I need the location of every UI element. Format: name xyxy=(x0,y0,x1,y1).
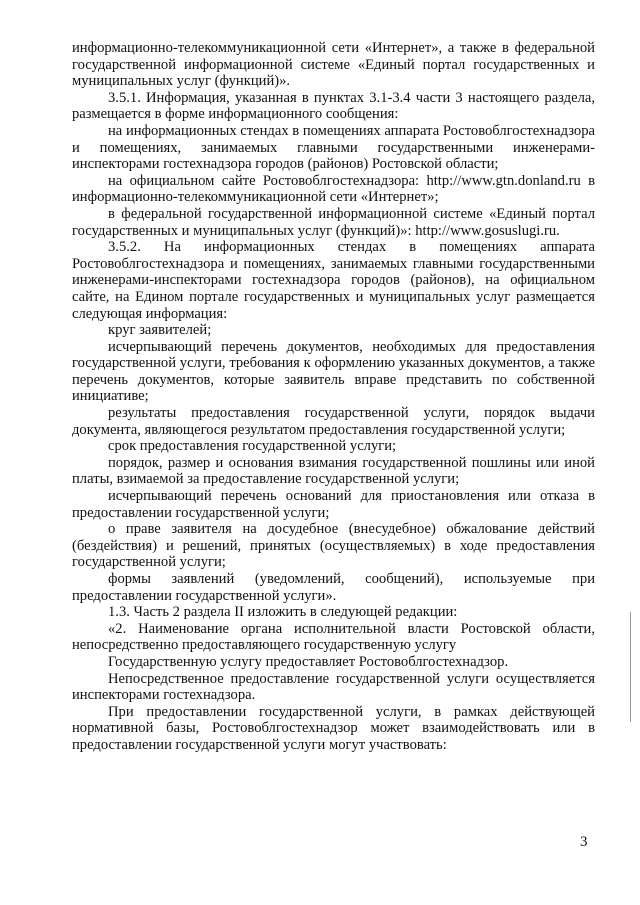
paragraph-provider: Государственную услугу предоставляет Ростовоблгостехнадзор. xyxy=(108,653,509,670)
paragraph-1-3: 1.3. Часть 2 раздела II изложить в следующей редакции: xyxy=(108,604,458,621)
list-item: результаты предоставления государственной услуги, порядок выдачи документа, являющегося результатом предоставления государственной услуги; xyxy=(72,405,595,438)
paragraph-inspectors: Непосредственное предоставление государственной услуги осуществляется инспекторами гостехнадзора. xyxy=(72,670,595,704)
list-item: формы заявлений (уведомлений, сообщений), используемые при предоставлении государственной услуги». xyxy=(72,571,595,604)
paragraph-interaction: При предоставлении государственной услуги, в рамках действующей нормативной базы, Ростовоблгостехнадзор может взаимодействовать или в предоставлении государственной услуги могут участвовать: xyxy=(72,703,595,753)
list-item: исчерпывающий перечень документов, необходимых для предоставления государственной услуги, требования к оформлению указанных документов, а также перечень документов, которые заявитель вправе представить по собственной инициативе; xyxy=(72,338,595,405)
list-item: порядок, размер и основания взимания государственной пошлины или иной платы, взимаемой за предоставление государственной услуги; xyxy=(72,454,595,488)
list-item: круг заявителей; xyxy=(108,322,212,339)
scan-edge-mark xyxy=(630,612,631,722)
paragraph-3-5-1: 3.5.1. Информация, указанная в пунктах 3.1-3.4 части 3 настоящего раздела, размещается в форме информационного сообщения: xyxy=(72,89,595,123)
paragraph-section-2-title: «2. Наименование органа исполнительной власти Ростовской области, непосредственно предоставляющего государственную услугу xyxy=(72,620,595,654)
page-number: 3 xyxy=(580,834,588,850)
paragraph-stands: на информационных стендах в помещениях аппарата Ростовоблгостехнадзора и помещениях, занимаемых главными государственными инженерами-инспекторами гостехнадзора городов (районов) Ростовской области; xyxy=(72,122,595,173)
paragraph-3-5-2: 3.5.2. На информационных стендах в помещениях аппарата Ростовоблгостехнадзора и помещениях, занимаемых главными государственными инженерами-инспекторами гостехнадзора городов (районов), на официальном сайте, на Едином портале государственных и муниципальных услуг размещается следующая информация: xyxy=(72,239,595,322)
list-item: срок предоставления государственной услуги; xyxy=(108,438,397,455)
paragraph-continuation: информационно-телекоммуникационной сети «Интернет», а также в федеральной государственной информационной системе «Единый портал государственных и муниципальных услуг (функций)». xyxy=(72,40,595,90)
body-text xyxy=(72,40,595,754)
paragraph-federal-portal: в федеральной государственной информационной системе «Единый портал государственных и муниципальных услуг (функций)»: http://www.gosuslugi.ru. xyxy=(72,205,595,239)
list-item: о праве заявителя на досудебное (внесудебное) обжалование действий (бездействия) и решений, принятых (осуществляемых) в ходе предоставления государственной услуги; xyxy=(72,521,595,571)
paragraph-official-site: на официальном сайте Ростовоблгостехнадзора: http://www.gtn.donland.ru в информационно-телекоммуникационной сети «Интернет»; xyxy=(72,172,595,206)
list-item: исчерпывающий перечень оснований для приостановления или отказа в предоставлении государственной услуги; xyxy=(72,488,595,521)
